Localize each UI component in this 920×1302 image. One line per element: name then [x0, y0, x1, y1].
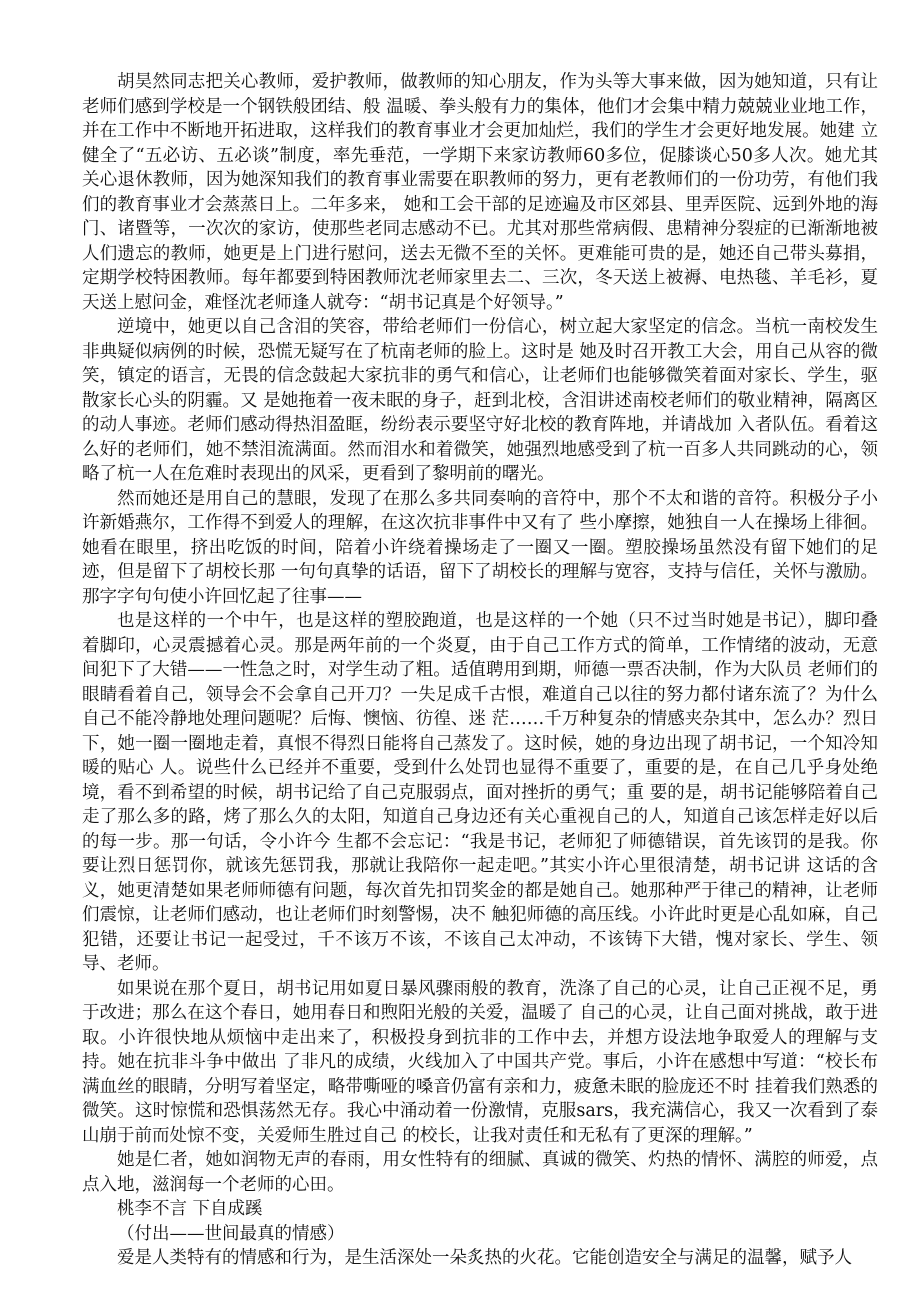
paragraph-benevolent: 她是仁者，她如润物无声的春雨，用女性特有的细腻、真诚的微笑、灼热的情怀、满腔的师爱，点点入地，滋润每一个老师的心田。 [82, 1150, 878, 1195]
paragraph-memory: 也是这样的一个中午，也是这样的塑胶跑道，也是这样的一个她（只不过当时她是书记），脚印叠着脚印，心灵震撼着心灵。那是两年前的一个炎夏，由于自己工作方式的简单，工作情绪的波动，无意间犯下了大错——一性急之时，对学生动了粗。适值聘用到期，师德一票否决制，作为大队员 老师们的眼睛看着自己，领导会不会拿自己开刀？一失足成千古恨，难道自己以往的努力都付诸东流了？为什么自己不能冷静地处理问题呢？后悔、懊恼、彷徨、迷 茫……千万种复杂的情感夹杂其中，怎么办？烈日下，她一圈一圈地走着，真恨不得烈日能将自己蒸发了。这时候，她的身边出现了胡书记，一个知冷知暖的贴心 人。说些什么已经并不重要，受到什么处罚也显得不重要了，重要的是，在自己几乎身处绝境，看不到希望的时候，胡书记给了自己克服弱点，面对挫折的勇气；重 要的是，胡书记能够陪着自己走了那么多的路，烤了那么久的太阳，知道自己身边还有关心重视自己的人，知道自己该怎样走好以后的每一步。那一句话，令小许今 生都不会忘记：“我是书记，老师犯了师德错误，首先该罚的是我。你要让烈日惩罚你，就该先惩罚我，那就让我陪你一起走吧。”其实小许心里很清楚，胡书记讲 这话的含义，她更清楚如果老师师德有问题，每次首先扣罚奖金的都是她自己。她那种严于律己的精神，让老师们震惊，让老师们感动，也让老师们时刻警惕，决不 触犯师德的高压线。小许此时更是心乱如麻，自己犯错，还要让书记一起受过，千不该万不该，不该自己太冲动，不该铸下大错，愧对家长、学生、领导、老师。 [82, 611, 878, 974]
paragraph-adversity: 逆境中，她更以自己含泪的笑容，带给老师们一份信心，树立起大家坚定的信念。当杭一南校发生非典疑似病例的时候，恐慌无疑写在了杭南老师的脸上。这时是 她及时召开教工大会，用自己从容的微笑，镇定的语言，无畏的信念鼓起大家抗非的勇气和信心，让老师们也能够微笑着面对家长、学生，驱散家长心头的阴霾。又 是她拖着一夜未眠的身子，赶到北校，含泪讲述南校老师们的敬业精神，隔离区的动人事迹。老师们感动得热泪盈眶，纷纷表示要坚守好北校的教育阵地，并请战加 入者队伍。看着这么好的老师们，她不禁泪流满面。然而泪水和着微笑，她强烈地感受到了杭一百多人共同跳动的心，领略了杭一人在危难时表现出的风采，更看到了黎明前的曙光。 [82, 317, 878, 484]
paragraph-discord-note: 然而她还是用自己的慧眼，发现了在那么多共同奏响的音符中，那个不太和谐的音符。积极分子小许新婚燕尔，工作得不到爱人的理解，在这次抗非事件中又有了 些小摩擦，她独自一人在操场上徘徊。她看在眼里，挤出吃饭的时间，陪着小许绕着操场走了一圈又一圈。塑胶操场虽然没有留下她们的足迹，但是留下了胡校长那 一句句真挚的话语，留下了胡校长的理解与宽容，支持与信任，关怀与激励。那字字句句使小许回忆起了往事—— [82, 488, 878, 607]
document-page [82, 70, 878, 1271]
paragraph-summer-spring: 如果说在那个夏日，胡书记用如夏日暴风骤雨般的教育，洗涤了自己的心灵，让自己正视不足，勇于改进；那么在这个春日，她用春日和煦阳光般的关爱，温暖了 自己的心灵，让自己面对挑战，敢于进取。小许很快地从烦恼中走出来了，积极投身到抗非的工作中去，并想方设法地争取爱人的理解与支持。她在抗非斗争中做出 了非凡的成绩，火线加入了中国共产党。事后，小许在感想中写道：“校长布满血丝的眼睛，分明写着坚定，略带嘶哑的嗓音仍富有亲和力，疲惫未眠的脸庞还不时 挂着我们熟悉的微笑。这时惊慌和恐惧荡然无存。我心中涌动着一份激情，克服sars，我充满信心，我又一次看到了泰山崩于前而处惊不变，关爱师生胜过自己 的校长，让我对责任和无私有了更深的理解。” [82, 978, 878, 1146]
paragraph-love: 爱是人类特有的情感和行为，是生活深处一朵炙热的火花。它能创造安全与满足的温馨，赋予人 [117, 1248, 852, 1268]
paragraph-caring-teachers: 胡昊然同志把关心教师，爱护教师，做教师的知心朋友，作为头等大事来做，因为她知道，只有让老师们感到学校是一个钢铁般团结、般 温暖、拳头般有力的集体，他们才会集中精力兢兢业业地工作，并在工作中不断地开拓进取，这样我们的教育事业才会更加灿烂，我们的学生才会更好地发展。她建 立健全了“五必访、五必谈”制度，率先垂范，一学期下来家访教师60多位，促膝谈心50多人次。她尤其关心退休教师，因为她深知我们的教育事业需要在职教师的努力，更有老教师们的一份功劳，有他们我们的教育事业才会蒸蒸日上。二年多来， 她和工会干部的足迹遍及市区郊县、里弄医院、远到外地的海门、诸暨等，一次次的家访，使那些老同志感动不已。尤其对那些常病假、患精神分裂症的已渐渐地被 人们遗忘的教师，她更是上门进行慰问，送去无微不至的关怀。更难能可贵的是，她还自己带头募捐，定期学校特困教师。每年都要到特困教师沈老师家里去二、三次，冬天送上被褥、电热毯、羊毛衫，夏天送上慰问金，难怪沈老师逢人就夸：“胡书记真是个好领导。” [82, 72, 878, 313]
section-heading: 桃李不言 下自成蹊 [117, 1199, 263, 1219]
section-subheading: （付出——世间最真的情感） [117, 1223, 345, 1244]
